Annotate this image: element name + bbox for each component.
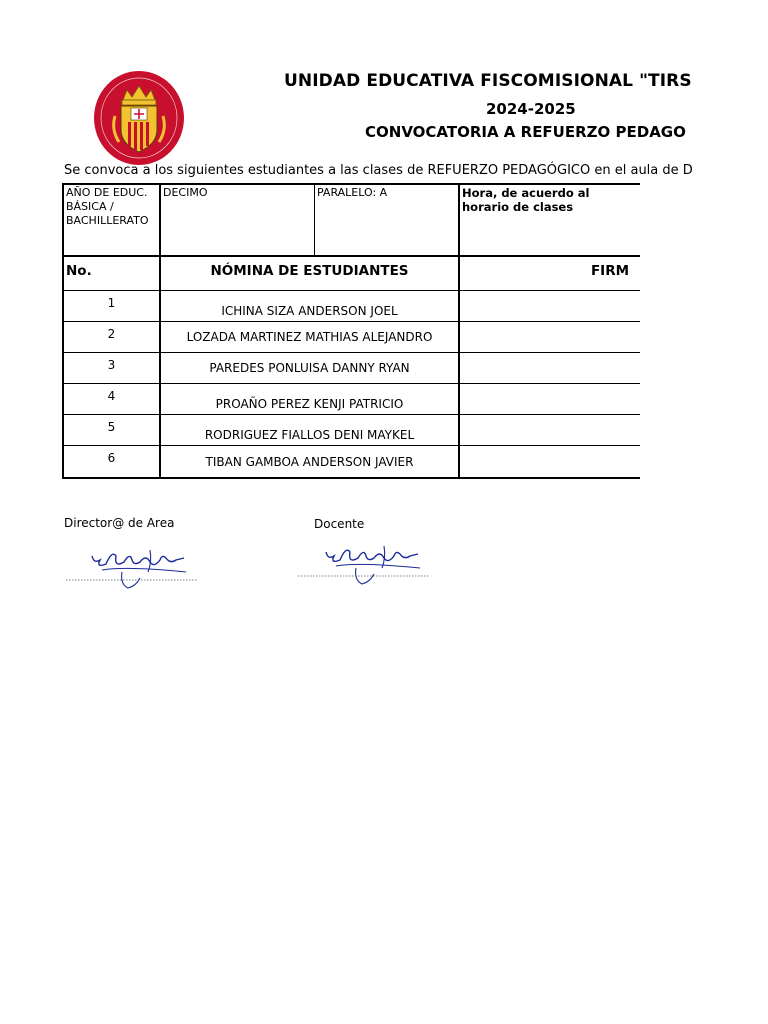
signature-cell (460, 446, 642, 477)
paralelo-cell: PARALELO: A (315, 185, 460, 255)
table-header-row (64, 257, 640, 291)
column-header-names: NÓMINA DE ESTUDIANTES (161, 257, 460, 290)
student-name: RODRIGUEZ FIALLOS DENI MAYKEL (161, 415, 460, 445)
intro-line (0, 163, 693, 183)
row-number: 5 (64, 415, 161, 445)
table-row (64, 384, 640, 415)
intro-text: Se convoca a los siguientes estudiantes a las clases de REFUERZO PEDAGÓGICO en el aula de D (64, 163, 693, 178)
signature-cell (460, 384, 642, 414)
director-label: Director@ de Area (64, 516, 175, 530)
director-signature-image (66, 542, 201, 592)
table-row (64, 353, 640, 384)
level-label-cell: AÑO DE EDUC. BÁSICA / BACHILLERATO (64, 185, 161, 255)
signature-cell (460, 353, 642, 383)
row-number: 3 (64, 353, 161, 383)
student-name: LOZADA MARTINEZ MATHIAS ALEJANDRO (161, 322, 460, 352)
signature-cell (460, 291, 642, 321)
table-row (64, 291, 640, 322)
student-name: ICHINA SIZA ANDERSON JOEL (161, 291, 460, 321)
row-number: 6 (64, 446, 161, 477)
school-year: 2024-2025 (486, 100, 576, 118)
column-header-no: No. (64, 257, 161, 290)
heading-block (0, 60, 692, 150)
row-number: 2 (64, 322, 161, 352)
teacher-signature-image (298, 540, 433, 590)
document-subtitle: CONVOCATORIA A REFUERZO PEDAGO (365, 123, 686, 141)
course-info-row (64, 185, 640, 257)
grade-cell: DECIMO (161, 185, 315, 255)
hour-note-cell: Hora, de acuerdo al horario de clases (462, 186, 590, 214)
table-row (64, 446, 640, 477)
student-name: PROAÑO PEREZ KENJI PATRICIO (161, 384, 460, 414)
column-header-signature: FIRM (590, 263, 630, 279)
teacher-label: Docente (314, 517, 365, 531)
table-row (64, 322, 640, 353)
row-number: 4 (64, 384, 161, 414)
table-row (64, 415, 640, 446)
signature-cell (460, 415, 642, 445)
school-name-heading: UNIDAD EDUCATIVA FISCOMISIONAL "TIRS (284, 71, 692, 91)
signature-cell (460, 322, 642, 352)
student-name: PAREDES PONLUISA DANNY RYAN (161, 353, 460, 383)
row-number: 1 (64, 291, 161, 321)
student-name: TIBAN GAMBOA ANDERSON JAVIER (161, 446, 460, 477)
students-table (62, 183, 640, 479)
